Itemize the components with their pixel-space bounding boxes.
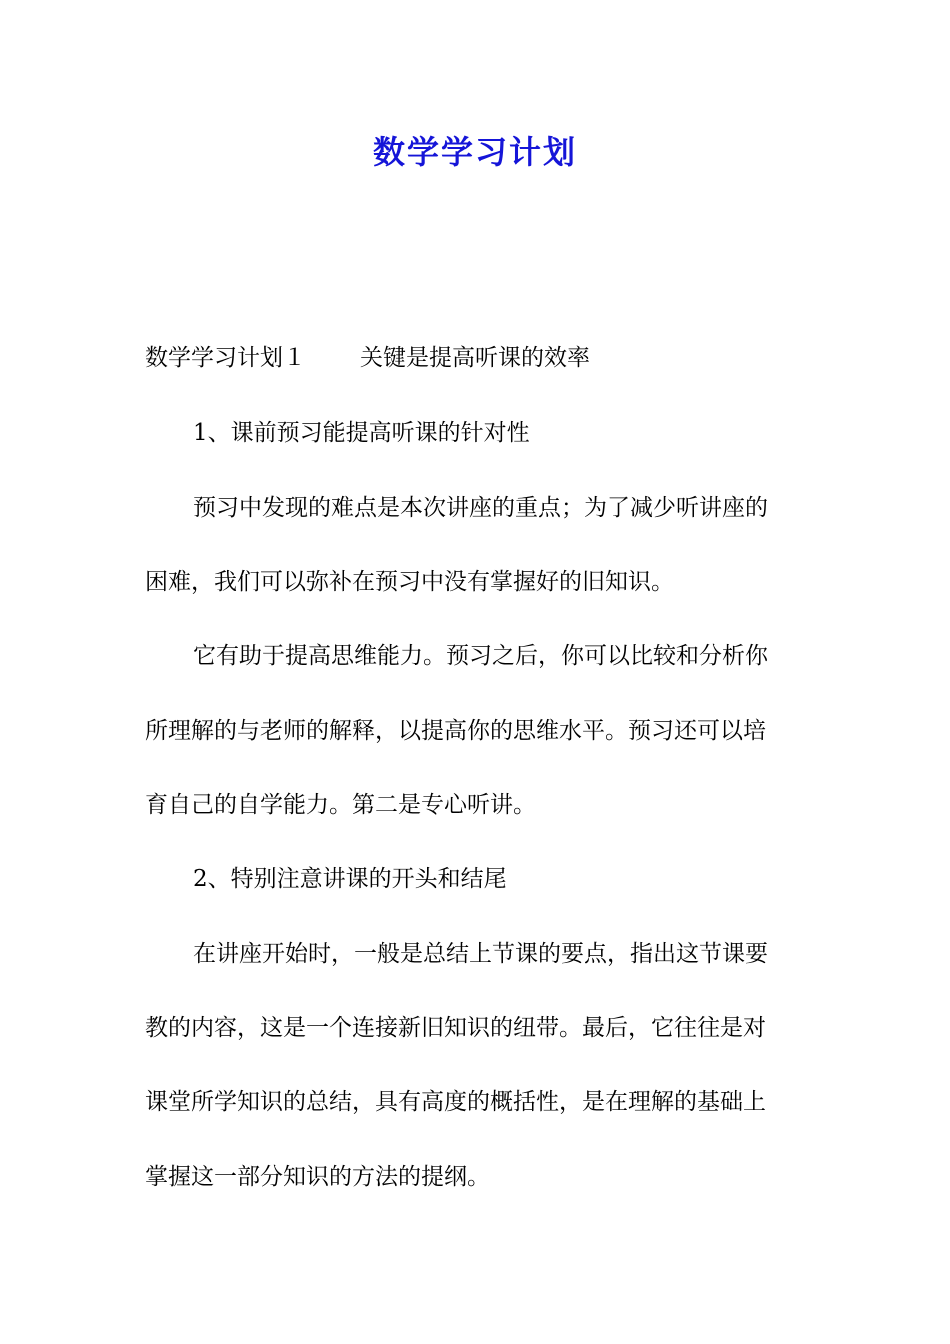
paragraph-line: 它有助于提高思维能力。预习之后，你可以比较和分析你 <box>193 643 768 669</box>
section-heading-topic: 关键是提高听课的效率 <box>360 345 590 371</box>
subheading-1: 1、课前预习能提高听课的针对性 <box>193 420 530 446</box>
paragraph-line: 预习中发现的难点是本次讲座的重点；为了减少听讲座的 <box>193 495 768 521</box>
paragraph-line: 育自己的自学能力。第二是专心听讲。 <box>145 792 536 818</box>
paragraph-line: 教的内容，这是一个连接新旧知识的纽带。最后，它往往是对 <box>145 1015 766 1041</box>
paragraph-line: 在讲座开始时，一般是总结上节课的要点，指出这节课要 <box>193 941 768 967</box>
section-heading <box>145 343 590 373</box>
document-title: 数学学习计划 <box>372 133 577 171</box>
paragraph-line: 困难，我们可以弥补在预习中没有掌握好的旧知识。 <box>145 569 674 595</box>
paragraph-line: 课堂所学知识的总结，具有高度的概括性，是在理解的基础上 <box>145 1089 766 1115</box>
section-heading-label: 数学学习计划１ <box>145 345 306 371</box>
paragraph-line: 所理解的与老师的解释，以提高你的思维水平。预习还可以培 <box>145 718 766 744</box>
subheading-2: 2、特别注意讲课的开头和结尾 <box>193 866 507 892</box>
paragraph-line: 掌握这一部分知识的方法的提纲。 <box>145 1164 490 1190</box>
